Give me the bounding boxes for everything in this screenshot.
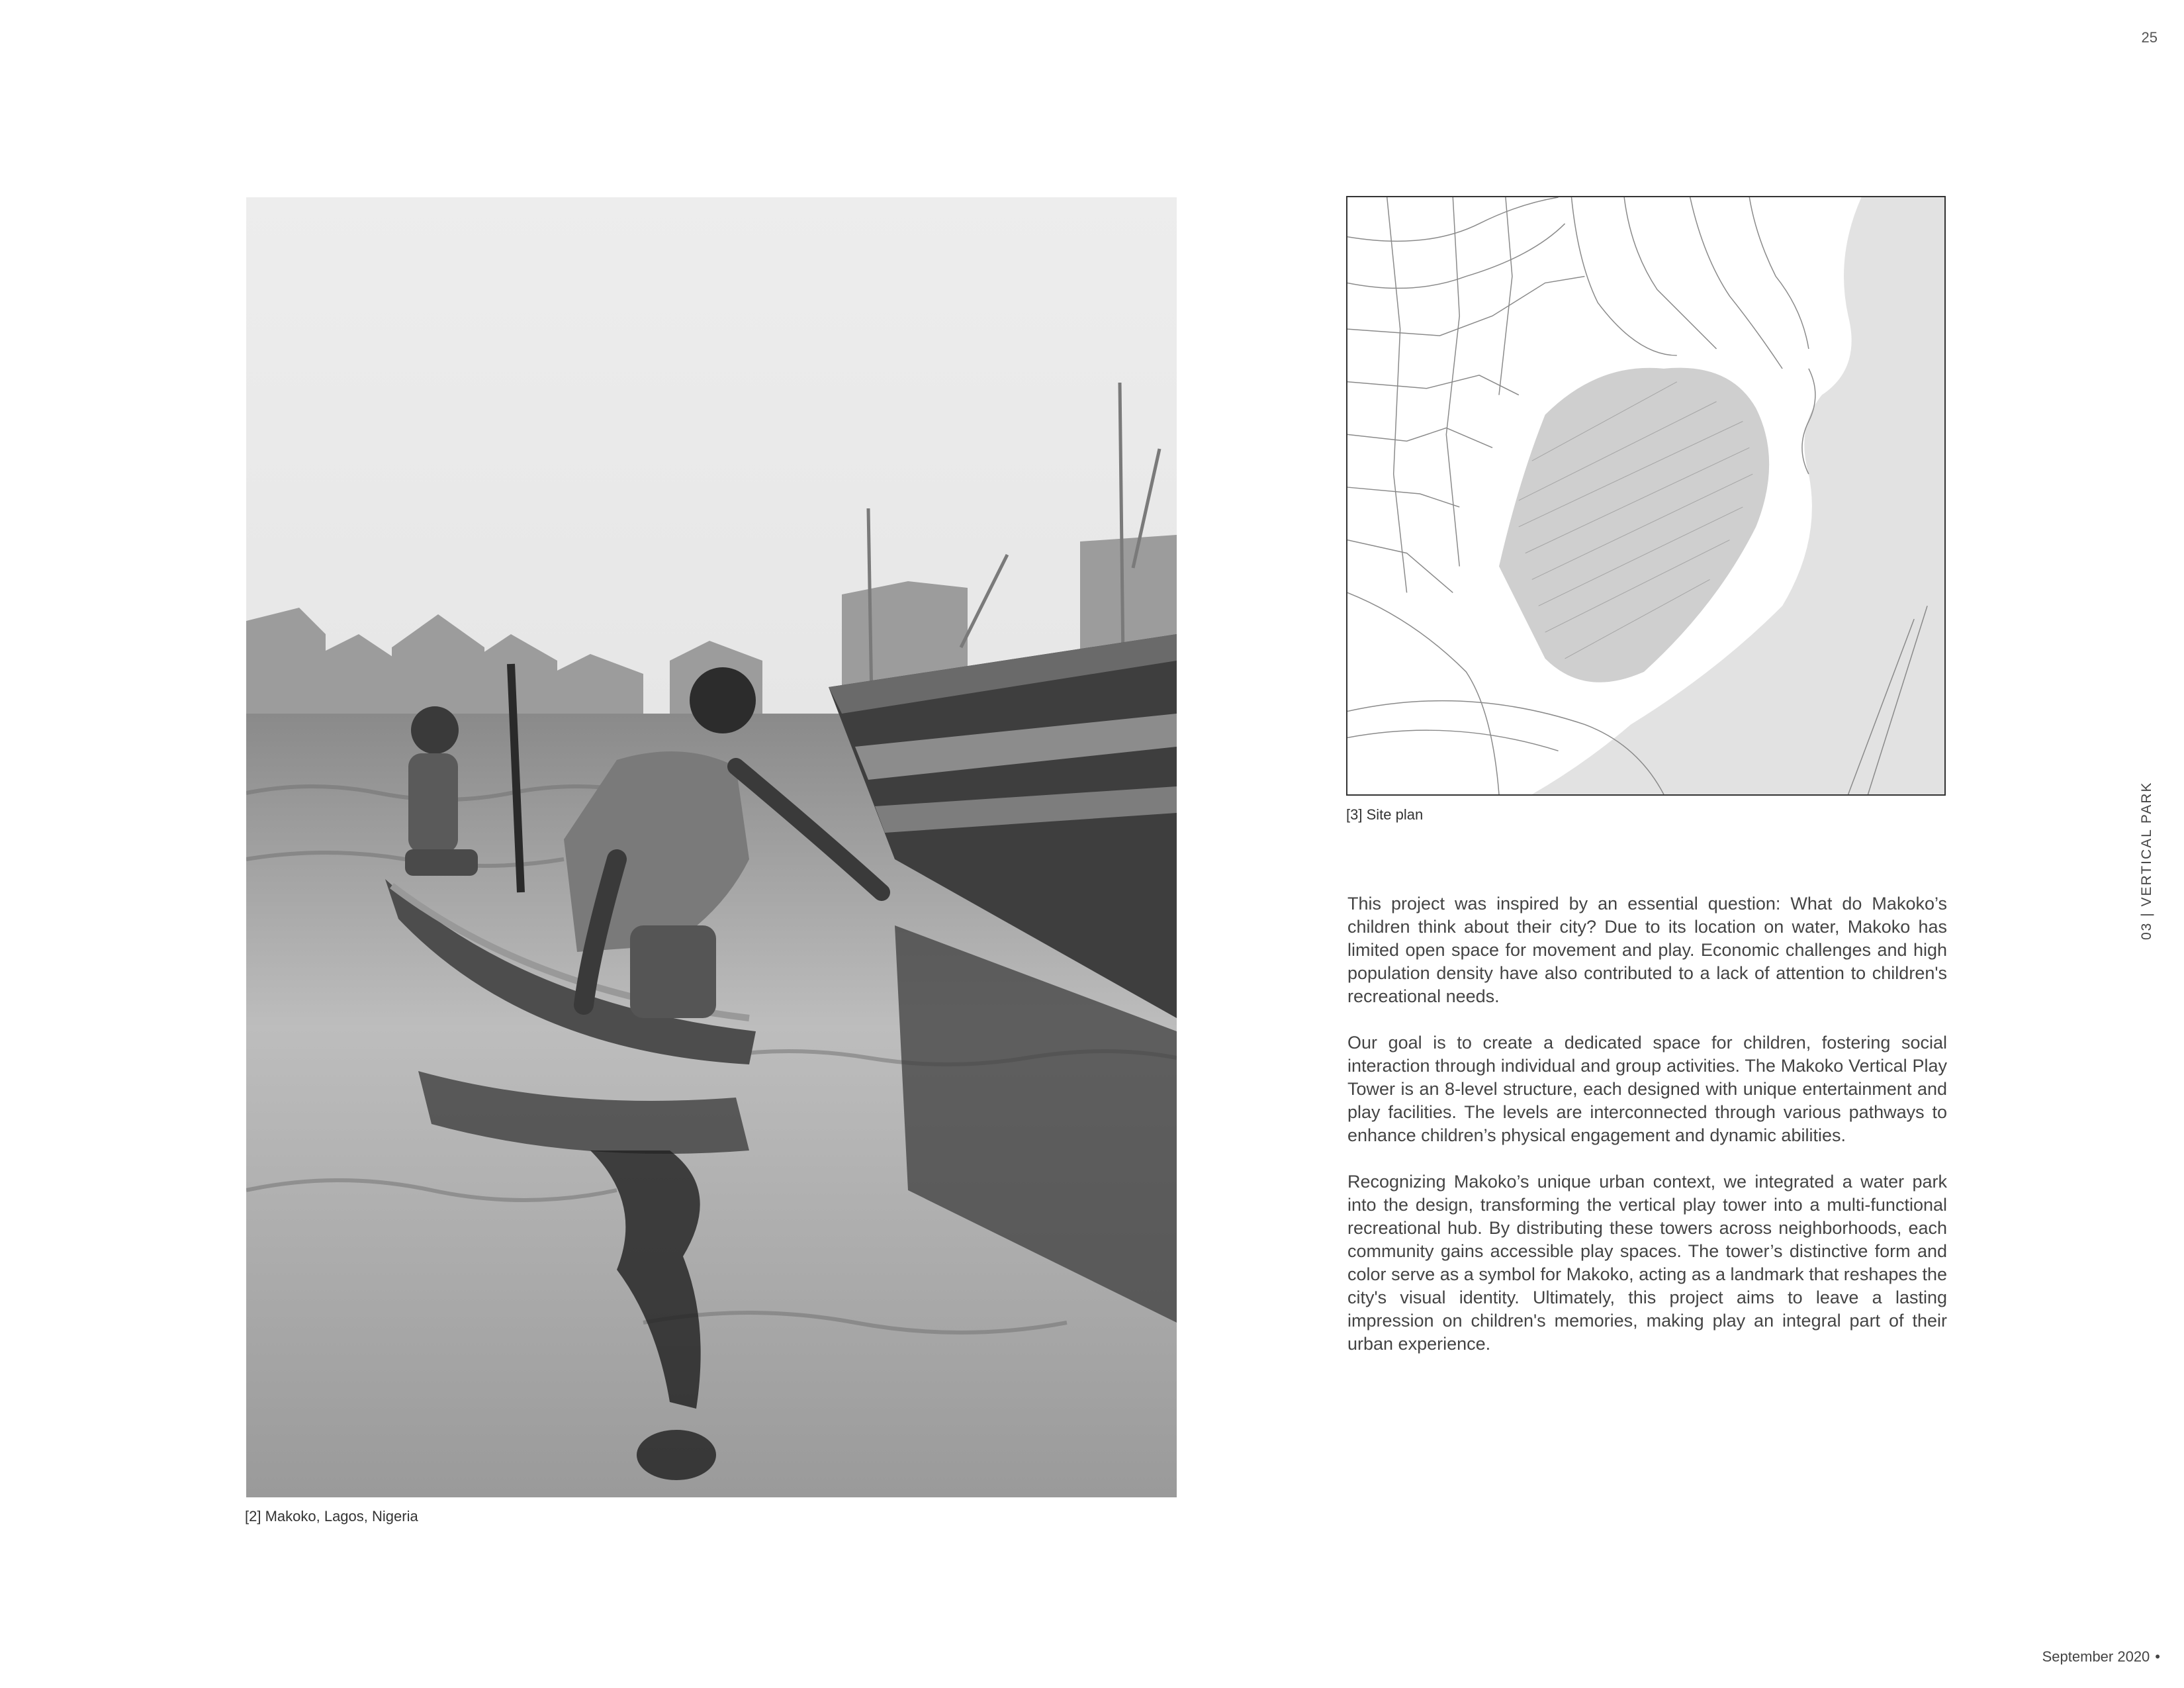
page-number: 25 (2141, 29, 2158, 46)
footer-bullet: • (2155, 1648, 2160, 1665)
photo-illustration (246, 197, 1177, 1497)
section-label: 03 | VERTICAL PARK (2139, 781, 2154, 940)
paragraph-2: Our goal is to create a dedicated space for children, fostering social interaction through individual and group activities. The Makoko Vertical Play Tower is an 8-level structure, each designed with unique entertainment and play facilities. The levels are interconnected through various pathways to enhance children’s physical engagement and dynamic abilities. (1347, 1033, 1947, 1145)
footer-date: September 2020 (2042, 1648, 2150, 1665)
section-label-wrap (2139, 768, 2159, 940)
site-plan-drawing (1347, 197, 1944, 794)
paragraph-1: This project was inspired by an essential question: What do Makoko’s children think about their city? Due to its location on water, Makoko has limited open space for movement and play. Economic challenges and high population density have also contributed to a lack of attention to children's recreational needs. (1347, 894, 1947, 1006)
photo-caption: [2] Makoko, Lagos, Nigeria (245, 1508, 418, 1524)
makoko-photo (246, 197, 1177, 1497)
site-plan-map (1346, 196, 1946, 796)
project-description (1347, 892, 1947, 1379)
paragraph-3: Recognizing Makoko’s unique urban context, we integrated a water park into the design, transforming the vertical play tower into a multi-functional recreational hub. By distributing these towers across neighborhoods, each community gains accessible play spaces. The tower’s distinctive form and color serve as a symbol for Makoko, acting as a landmark that reshapes the city's visual identity. Ultimately, this project aims to leave a lasting impression on children's memories, making play an integral part of their urban experience. (1347, 1172, 1947, 1354)
site-plan-caption: [3] Site plan (1346, 806, 1424, 823)
footer (2042, 1648, 2160, 1665)
